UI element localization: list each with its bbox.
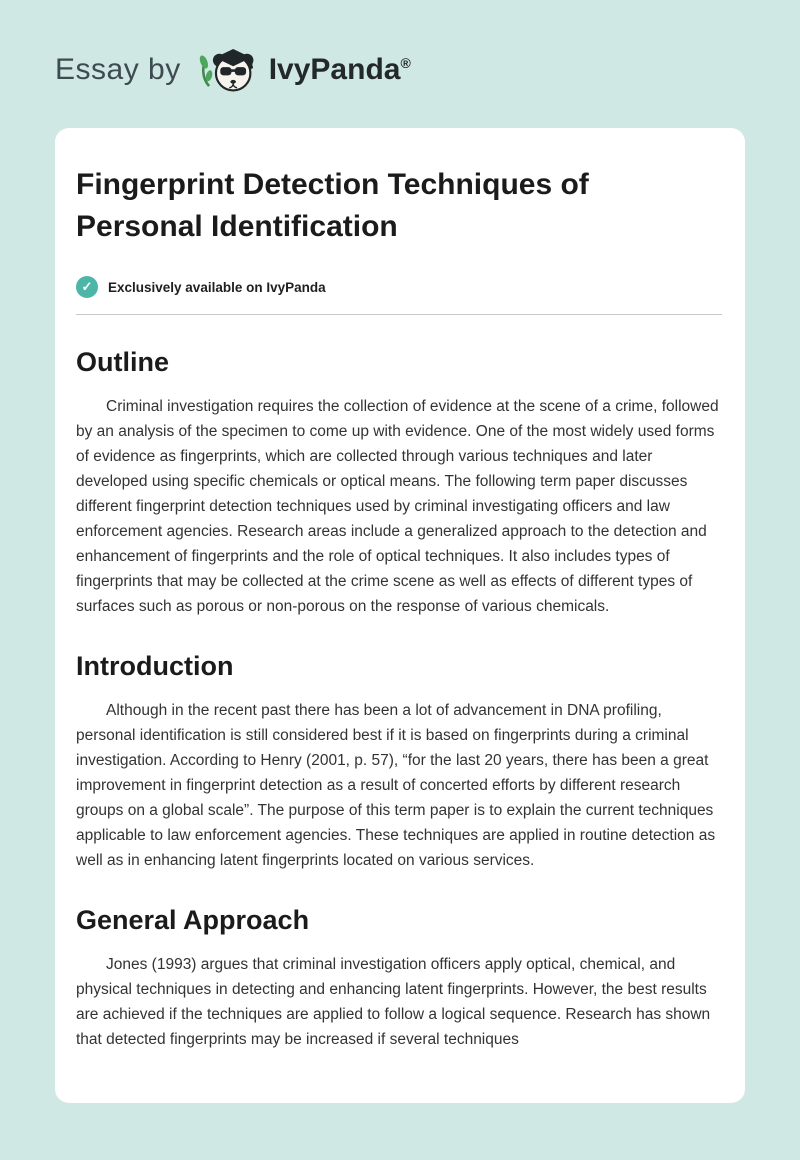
registered-mark: ® <box>400 55 411 71</box>
exclusive-badge <box>76 276 722 298</box>
brand-name: IvyPanda® <box>268 53 411 86</box>
section-heading-outline: Outline <box>76 347 169 377</box>
ivypanda-logo <box>197 40 411 101</box>
section-heading-introduction: Introduction <box>76 651 234 681</box>
section-paragraph-outline: Criminal investigation requires the collection of evidence at the scene of a crime, followed by an analysis of the specimen to come up with evidence. One of the most widely used forms of evidence as fingerprints, which are collected through various techniques and later developed using specific chemicals or optical means. The following term paper discusses different fingerprint detection techniques used by criminal investigating officers and law enforcement agencies. Research areas include a generalized approach to the detection and enhancement of fingerprints and the role of optical techniques. It also includes types of fingerprints that may be collected at the crime scene as well as effects of different types of surfaces such as porous or non-porous on the response of various chemicals. <box>76 398 719 615</box>
section-paragraph-general-approach: Jones (1993) argues that criminal investigation officers apply optical, chemical, and physical techniques in detecting and enhancing latent fingerprints. However, the best results are achieved if the techniques are applied to follow a logical sequence. Research has shown that detected fingerprints may be increased if several techniques <box>76 956 711 1048</box>
essay-by-label: Essay by <box>55 53 181 86</box>
panda-graduation-icon <box>197 40 259 101</box>
section-paragraph-introduction: Although in the recent past there has been a lot of advancement in DNA profiling, personal identification is still considered best if it is based on fingerprints during a criminal investigation. According to Henry (2001, p. 57), “for the last 20 years, there has been a great improvement in fingerprint detection as a result of concerted efforts by different research groups on a global scale”. The purpose of this term paper is to explain the current techniques applicable to law enforcement agencies. These techniques are applied in routine detection as well as in enhancing latent fingerprints located on various services. <box>76 702 716 869</box>
check-icon: ✓ <box>76 276 98 298</box>
essay-card <box>55 128 745 1103</box>
exclusive-badge-label: Exclusively available on IvyPanda <box>108 279 326 295</box>
section-heading-general-approach: General Approach <box>76 905 310 935</box>
divider <box>76 314 722 315</box>
site-header <box>0 0 800 100</box>
page-title: Fingerprint Detection Techniques of Personal Identification <box>76 168 589 243</box>
